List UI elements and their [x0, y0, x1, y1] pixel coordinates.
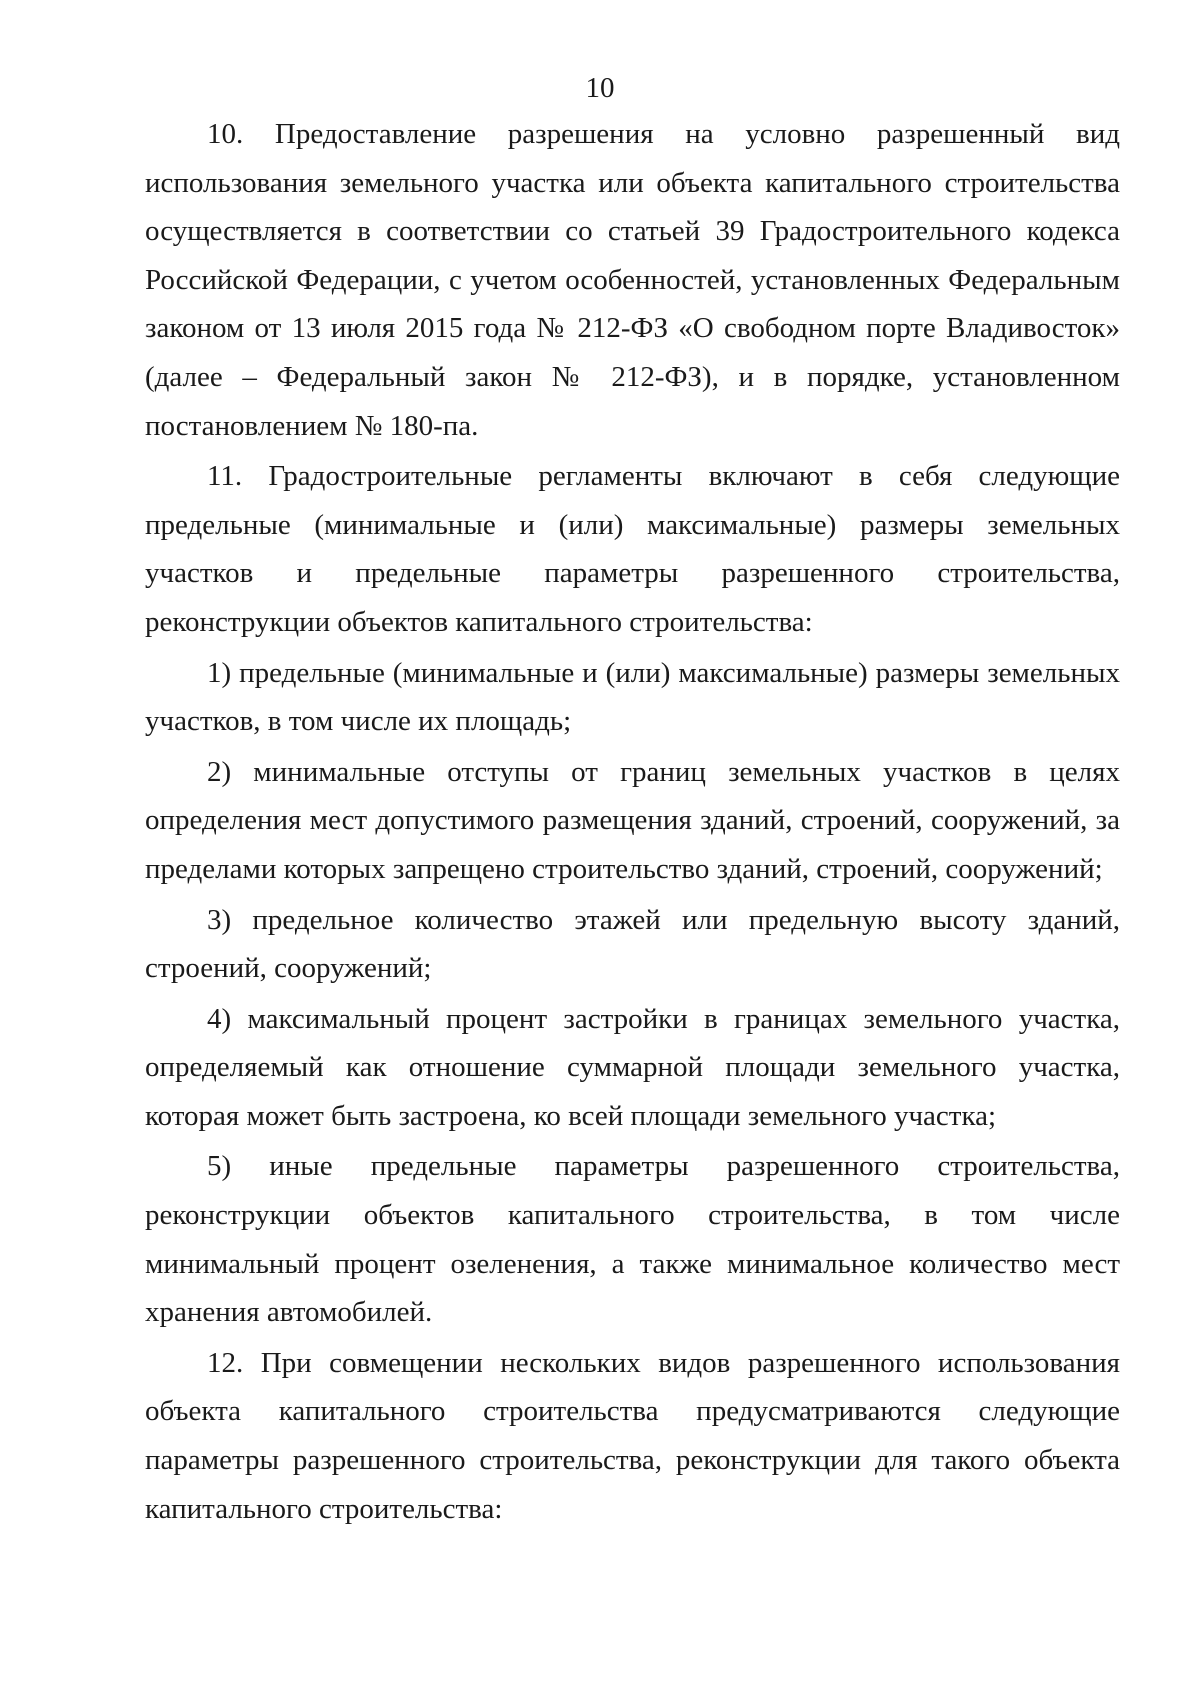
list-item-2: 2) минимальные отступы от границ земельных участков в целях определения мест допустимого размещения зданий, строений, сооружений, за пределами которых запрещено строительство зданий, строений, сооружений;: [145, 755, 1120, 885]
list-item-1: 1) предельные (минимальные и (или) максимальные) размеры земельных участков, в том числе их площадь;: [145, 656, 1120, 738]
document-body: [145, 110, 1120, 1533]
paragraph-10: 10. Предоставление разрешения на условно разрешенный вид использования земельного участка или объекта капитального строительства осуществляется в соответствии со статьей 39 Градостроительного кодекса Российской Федерации, с учетом особенностей, установленных Федеральным законом от 13 июля 2015 года № 212-ФЗ «О свободном порте Владивосток» (далее – Федеральный закон № 212-ФЗ), и в порядке, установленном постановлением № 180-па.: [145, 118, 1120, 442]
list-item-5: 5) иные предельные параметры разрешенного строительства, реконструкции объектов капитального строительства, в том числе минимальный процент озеленения, а также минимальное количество мест хранения автомобилей.: [145, 1150, 1120, 1329]
page-number: 10: [585, 72, 615, 104]
list-item-4: 4) максимальный процент застройки в границах земельного участка, определяемый как отношение суммарной площади земельного участка, которая может быть застроена, ко всей площади земельного участка;: [145, 1002, 1120, 1132]
paragraph-12: 12. При совмещении нескольких видов разрешенного использования объекта капитального строительства предусматриваются следующие параметры разрешенного строительства, реконструкции для такого объекта капитального строительства:: [145, 1346, 1120, 1525]
list-item-3: 3) предельное количество этажей или предельную высоту зданий, строений, сооружений;: [145, 903, 1120, 985]
paragraph-11: 11. Градостроительные регламенты включают в себя следующие предельные (минимальные и (или) максимальные) размеры земельных участков и предельные параметры разрешенного строительства, реконструкции объектов капитального строительства:: [145, 460, 1120, 638]
